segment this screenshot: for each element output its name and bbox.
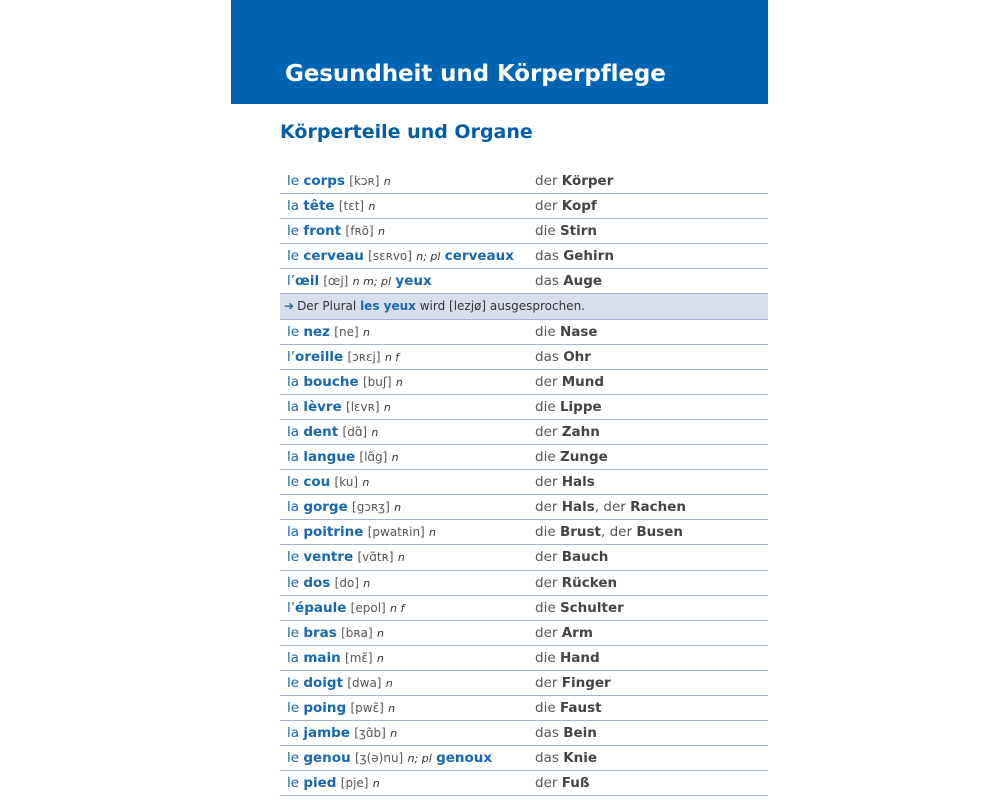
vocab-row (280, 395, 768, 420)
german-separator: , (594, 499, 604, 516)
pronunciation: [pwɛ̃] (350, 700, 384, 715)
german-separator: , (601, 524, 610, 541)
section-title: Körperteile und Organe (280, 121, 533, 143)
note-emphasis: les yeux (360, 299, 416, 314)
french-term (287, 495, 401, 520)
pronunciation: [sɛʀvo] (368, 249, 412, 264)
german-article: die (535, 599, 556, 616)
pronunciation: [dɑ̃] (342, 424, 368, 439)
german-translation (535, 621, 593, 645)
french-article: le (287, 624, 300, 641)
german-article: der (535, 373, 558, 390)
german-translation (535, 420, 600, 444)
grammar-info: n (362, 325, 370, 339)
french-lemma: doigt (303, 674, 344, 691)
french-term (287, 395, 391, 420)
german-noun: Zunge (559, 449, 608, 466)
german-article: die (535, 524, 556, 541)
pronunciation: [bʀa] (341, 625, 373, 640)
french-article: la (287, 198, 300, 215)
german-translation (535, 696, 602, 720)
pronunciation: [lɑ̃g] (359, 450, 388, 465)
french-term (287, 671, 393, 696)
french-article: la (287, 649, 300, 666)
german-article: der (535, 549, 558, 566)
german-noun: Stirn (559, 223, 598, 240)
vocab-row (280, 219, 768, 244)
vocab-row (280, 445, 768, 470)
vocab-row (280, 721, 768, 746)
french-article: le (287, 674, 300, 691)
grammar-info: n (362, 476, 370, 490)
french-article: la (287, 398, 300, 415)
german-article: der (535, 775, 558, 792)
german-article: der (535, 474, 558, 491)
german-article: der (535, 423, 558, 440)
arrow-right-icon: ➔ (284, 299, 295, 314)
pronunciation: [œj] (323, 274, 349, 289)
pronunciation: [pje] (340, 776, 369, 791)
chapter-title: Gesundheit und Körperpflege (285, 61, 666, 87)
german-noun: Auge (563, 273, 603, 290)
french-lemma: bouche (303, 373, 359, 390)
german-article: das (535, 750, 559, 767)
vocab-row (280, 495, 768, 520)
pronunciation-note (280, 294, 768, 319)
note-text-after: wird [lezjø] ausgesprochen. (419, 299, 585, 314)
vocab-row (280, 470, 768, 495)
german-translation (535, 445, 608, 469)
german-translation (535, 746, 597, 770)
german-noun: Hand (559, 649, 600, 666)
note-text (284, 294, 585, 318)
french-article: l’ (287, 273, 296, 290)
pronunciation: [vɑ̃tʀ] (357, 550, 394, 565)
grammar-info: n; pl (416, 250, 441, 264)
french-lemma: œil (295, 273, 320, 290)
german-translation (535, 545, 608, 569)
french-lemma: ventre (303, 549, 354, 566)
french-term (287, 520, 436, 545)
french-article: la (287, 373, 300, 390)
german-noun-2: Rachen (630, 499, 687, 516)
german-noun: Hals (561, 499, 595, 516)
french-term (287, 721, 397, 746)
vocab-row (280, 545, 768, 570)
german-noun: Finger (561, 674, 611, 691)
french-lemma: nez (303, 323, 330, 340)
pronunciation: [tɛt] (338, 199, 365, 214)
vocab-row (280, 420, 768, 445)
french-term (287, 696, 395, 721)
french-article: le (287, 549, 300, 566)
german-noun: Ohr (563, 348, 591, 365)
german-article: der (535, 674, 558, 691)
german-noun: Kopf (561, 198, 597, 215)
vocab-row (280, 370, 768, 395)
french-term (287, 470, 369, 495)
pronunciation: [lɛvʀ] (346, 399, 380, 414)
german-noun: Faust (559, 699, 602, 716)
german-translation (535, 320, 598, 344)
vocab-row (280, 244, 768, 269)
german-noun: Knie (563, 750, 598, 767)
french-article: le (287, 223, 300, 240)
german-translation (535, 721, 597, 745)
german-translation (535, 771, 590, 795)
german-noun: Brust (559, 524, 601, 541)
pronunciation: [pwatʀin] (367, 525, 425, 540)
vocab-row (280, 571, 768, 596)
grammar-info: n (394, 501, 402, 515)
grammar-info: n (378, 225, 385, 239)
vocab-row (280, 646, 768, 671)
french-term (287, 345, 399, 370)
french-lemma: bras (303, 624, 337, 641)
grammar-info: n (391, 451, 399, 465)
german-translation (535, 470, 595, 494)
pronunciation: [fʀõ] (345, 224, 374, 239)
french-lemma: poitrine (303, 524, 364, 541)
french-article: le (287, 248, 300, 265)
german-noun: Fuß (561, 775, 590, 792)
german-translation (535, 244, 614, 268)
french-term (287, 269, 432, 294)
grammar-info: n (385, 676, 393, 690)
french-article: le (287, 323, 300, 340)
french-lemma: dos (303, 574, 331, 591)
vocab-row (280, 345, 768, 370)
german-noun: Rücken (561, 574, 618, 591)
french-term (287, 244, 514, 269)
german-article: das (535, 248, 559, 265)
vocab-row (280, 169, 768, 194)
pronunciation: [kɔʀ] (349, 174, 380, 188)
french-article: le (287, 173, 300, 189)
german-article: die (535, 323, 556, 340)
french-article: l’ (287, 348, 296, 365)
french-lemma: corps (303, 173, 345, 189)
french-article: le (287, 775, 300, 792)
german-noun: Zahn (561, 423, 600, 440)
grammar-info: n (363, 576, 371, 590)
french-article: l’ (287, 599, 296, 616)
german-article: die (535, 449, 556, 466)
german-translation (535, 370, 604, 394)
pronunciation: [ʒ(ə)nu] (354, 751, 404, 766)
pronunciation: [ʒɑ̃b] (354, 726, 386, 741)
vocab-row (280, 194, 768, 219)
french-term (287, 194, 375, 219)
vocab-row (280, 621, 768, 646)
french-term (287, 445, 399, 470)
french-term (287, 545, 405, 570)
vocab-row (280, 771, 768, 796)
french-article: la (287, 725, 300, 742)
pronunciation: [buʃ] (362, 374, 392, 389)
german-translation (535, 596, 624, 620)
grammar-info: n (377, 626, 384, 640)
french-term (287, 571, 370, 596)
german-noun-2: Busen (636, 524, 684, 541)
vocab-row (280, 746, 768, 771)
french-lemma: lèvre (303, 398, 342, 415)
german-translation (535, 345, 591, 369)
french-lemma: gorge (303, 499, 348, 516)
german-translation (535, 520, 683, 544)
pronunciation: [mɛ̃] (345, 650, 373, 665)
french-lemma: dent (303, 423, 339, 440)
german-translation (535, 646, 600, 670)
german-noun: Körper (561, 173, 614, 189)
french-term (287, 621, 384, 646)
grammar-info: n (372, 777, 380, 791)
german-translation (535, 495, 686, 519)
french-lemma: front (303, 223, 342, 240)
german-translation (535, 194, 597, 218)
vocab-row (280, 269, 768, 294)
french-lemma: main (303, 649, 341, 666)
french-term (287, 320, 370, 345)
grammar-info: n (397, 551, 405, 565)
german-translation (535, 219, 597, 243)
german-translation (535, 169, 613, 193)
german-noun: Lippe (559, 398, 602, 415)
vocab-row (280, 696, 768, 721)
french-lemma: jambe (303, 725, 350, 742)
french-article: le (287, 474, 300, 491)
pronunciation: [ɔʀɛj] (347, 349, 381, 364)
grammar-info: n (368, 200, 376, 214)
french-lemma: oreille (295, 348, 344, 365)
french-lemma: épaule (295, 599, 347, 616)
vocab-row (280, 596, 768, 621)
french-term (287, 370, 403, 395)
french-lemma: poing (303, 699, 347, 716)
plural-form: yeux (395, 273, 432, 290)
note-text-before: Der Plural (297, 299, 357, 314)
german-article: die (535, 699, 556, 716)
plural-form: cerveaux (444, 248, 514, 265)
french-article: le (287, 750, 300, 767)
german-noun: Mund (561, 373, 605, 390)
french-lemma: pied (303, 775, 337, 792)
german-article: das (535, 273, 559, 290)
pronunciation: [ne] (334, 324, 359, 339)
french-article: la (287, 423, 300, 440)
pronunciation: [gɔʀʒ] (352, 500, 390, 515)
french-lemma: tête (303, 198, 335, 215)
german-translation (535, 571, 617, 595)
french-article: le (287, 699, 300, 716)
german-noun: Arm (561, 624, 593, 641)
french-lemma: langue (303, 449, 356, 466)
grammar-info: n f (384, 350, 400, 364)
french-term (287, 746, 492, 771)
grammar-info: n (383, 175, 391, 188)
plural-form: genoux (436, 750, 493, 767)
french-term (287, 646, 384, 671)
german-noun: Gehirn (563, 248, 614, 265)
french-article: la (287, 524, 300, 541)
pronunciation: [dwa] (347, 675, 382, 690)
german-article: der (535, 173, 558, 189)
french-article: le (287, 574, 300, 591)
german-article-2: der (603, 499, 626, 516)
german-noun: Hals (561, 474, 595, 491)
german-article: die (535, 649, 556, 666)
vocabulary-list (280, 169, 768, 796)
german-article: das (535, 348, 559, 365)
vocab-row (280, 671, 768, 696)
german-article: die (535, 398, 556, 415)
grammar-info: n (388, 701, 396, 715)
book-page (231, 0, 768, 800)
grammar-info: n (395, 375, 403, 389)
grammar-info: n (371, 425, 379, 439)
french-term (287, 169, 391, 194)
chapter-header (231, 0, 768, 104)
german-noun: Bauch (561, 549, 609, 566)
french-lemma: cerveau (303, 248, 364, 265)
german-translation (535, 671, 611, 695)
grammar-info: n (429, 526, 437, 540)
pronunciation: [epol] (350, 600, 386, 615)
vocab-row (280, 320, 768, 345)
german-translation (535, 269, 602, 293)
pronunciation: [do] (334, 575, 359, 590)
german-article: der (535, 499, 558, 516)
german-article: die (535, 223, 556, 240)
grammar-info: n; pl (407, 752, 432, 766)
german-article: der (535, 198, 558, 215)
french-lemma: cou (303, 474, 331, 491)
french-term (287, 771, 380, 796)
german-noun: Schulter (559, 599, 624, 616)
french-article: la (287, 499, 300, 516)
french-term (287, 420, 378, 445)
pronunciation: [ku] (334, 475, 359, 490)
french-article: la (287, 449, 300, 466)
grammar-info: n (376, 651, 384, 665)
vocab-row (280, 520, 768, 545)
grammar-info: n f (390, 601, 405, 615)
german-noun: Nase (559, 323, 598, 340)
german-article: das (535, 725, 559, 742)
german-translation (535, 395, 602, 419)
german-article: der (535, 624, 558, 641)
grammar-info: n (390, 727, 398, 741)
grammar-info: n m; pl (352, 275, 392, 289)
grammar-info: n (383, 400, 391, 414)
french-term (287, 219, 385, 244)
german-noun: Bein (563, 725, 597, 742)
german-article-2: der (609, 524, 633, 541)
german-article: der (535, 574, 558, 591)
french-term (287, 596, 404, 621)
french-lemma: genou (303, 750, 351, 767)
